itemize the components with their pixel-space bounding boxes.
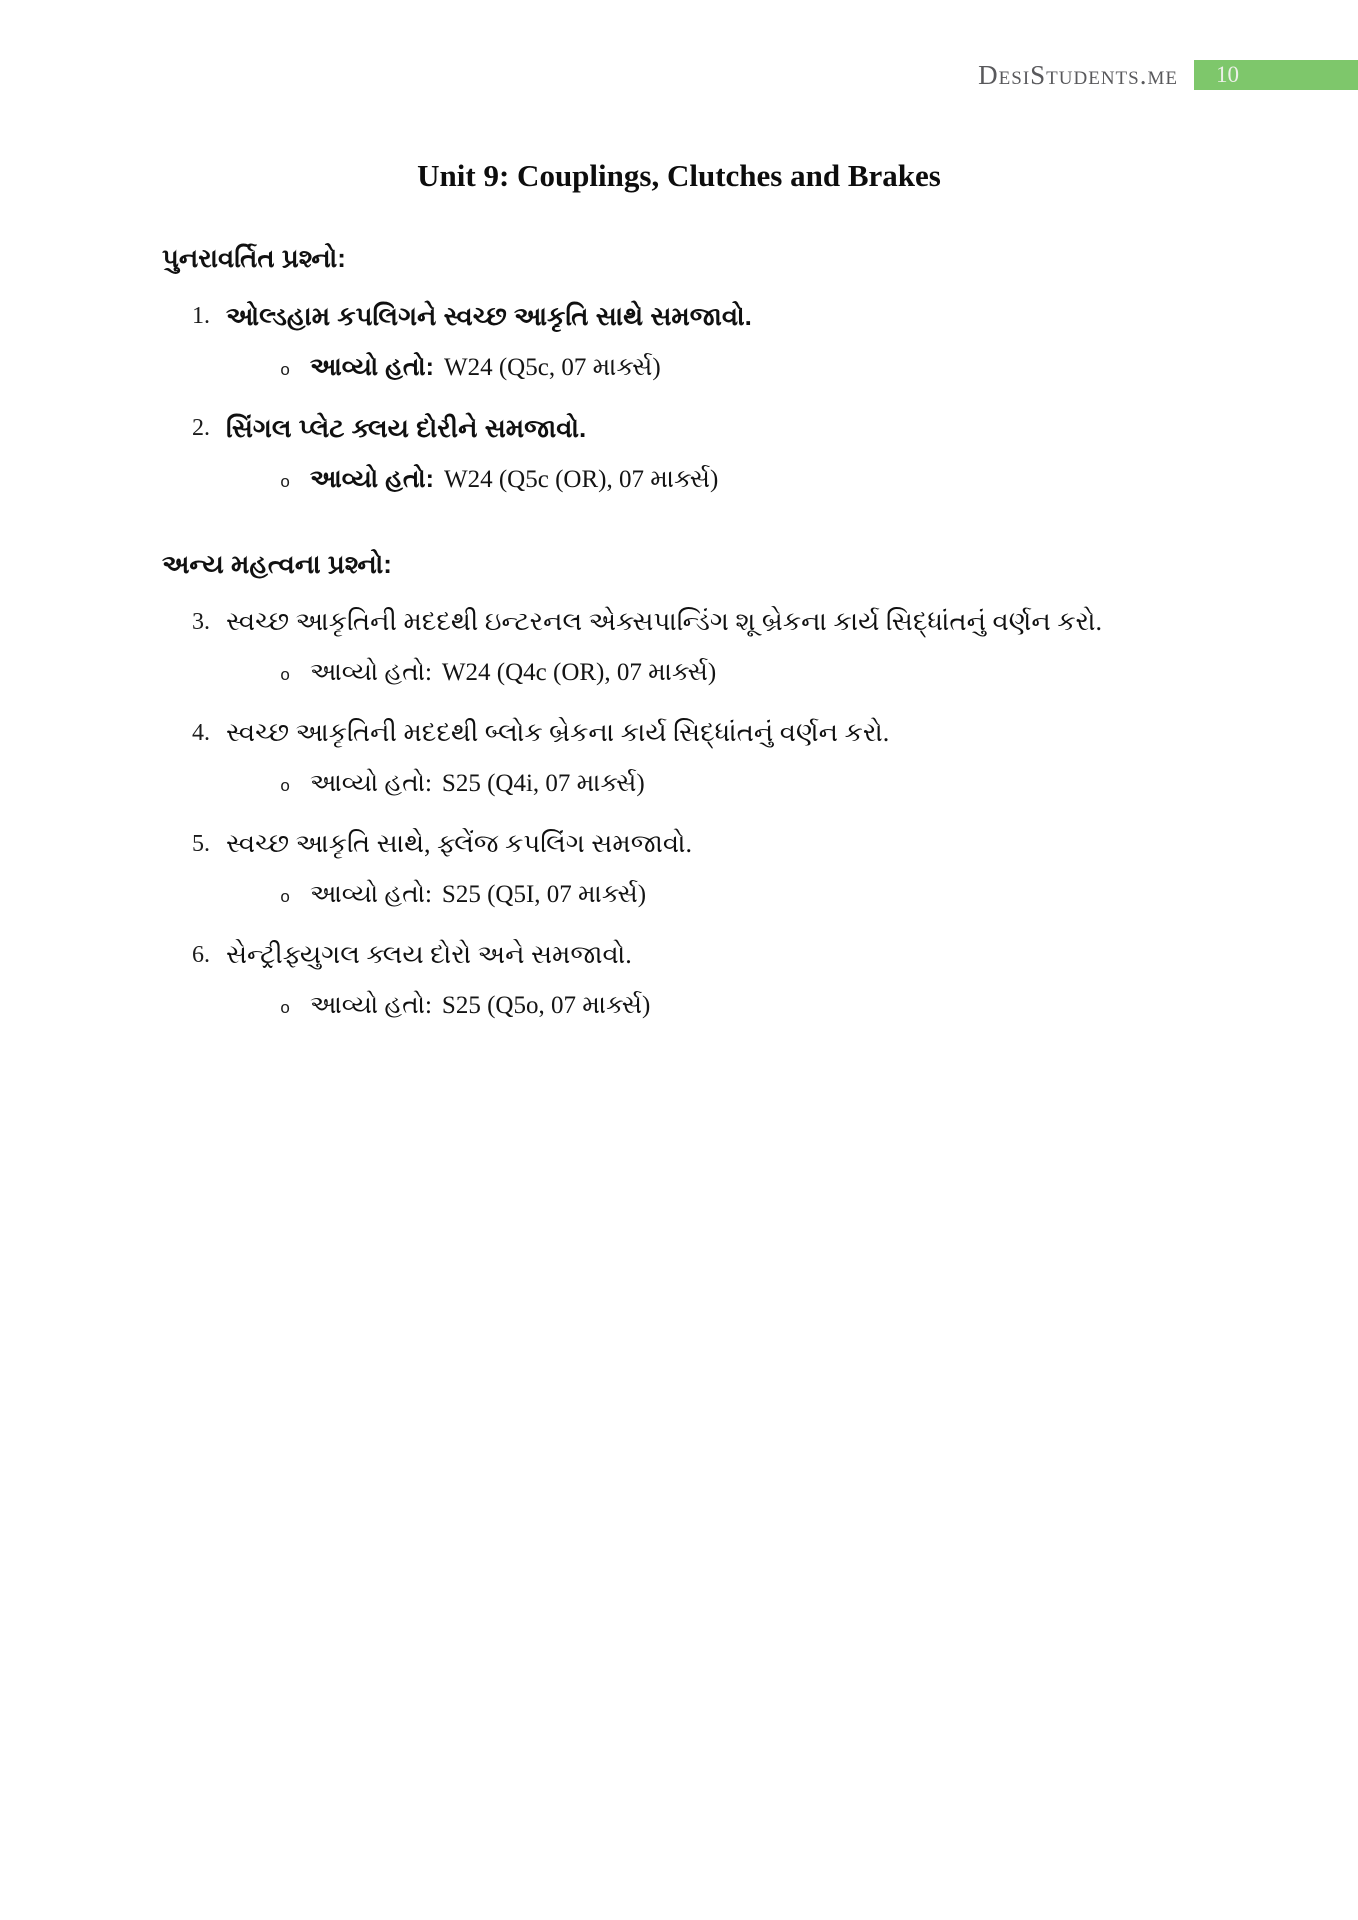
question-number: 1.	[192, 303, 210, 329]
circle-bullet: o	[280, 1000, 291, 1019]
page-header	[0, 0, 1358, 96]
question-text: સ્વચ્છ આકૃતિની મદદથી ઇન્ટરનલ એક્સપાન્ડિંગ શૂ બ્રેકના કાર્ય સિદ્ધાંતનું વર્ણન કરો.	[226, 607, 1102, 636]
question-text: સ્વચ્છ આકૃતિ સાથે, ફ્લેંજ કપલિંગ સમજાવો.	[226, 829, 693, 858]
appeared-label: આવ્યો હતો:	[310, 353, 434, 381]
appeared-value: S25 (Q4i, 07 માર્ક્સ)	[441, 770, 645, 797]
appeared-value: S25 (Q5o, 07 માર્ક્સ)	[441, 992, 651, 1019]
appeared-label: આવ્યો હતો:	[310, 881, 432, 908]
question-text: સ્વચ્છ આકૃતિની મદદથી બ્લોક બ્રેકના કાર્ય સિદ્ધાંતનું વર્ણન કરો.	[226, 718, 890, 747]
content-area	[0, 236, 1358, 1030]
question-item	[162, 600, 1198, 644]
question-text: સેન્ટ્રીફ્યુગલ ક્લય દોરો અને સમજાવો.	[226, 940, 632, 969]
question-number: 6.	[192, 942, 210, 968]
question-number: 3.	[192, 609, 210, 635]
page-title: Unit 9: Couplings, Clutches and Brakes	[417, 158, 941, 193]
appeared-value: S25 (Q5I, 07 માર્ક્સ)	[441, 881, 647, 908]
question-item	[162, 711, 1198, 755]
appeared-line	[280, 875, 1198, 919]
appeared-label: આવ્યો હતો:	[310, 659, 432, 686]
appeared-label: આવ્યો હતો:	[310, 770, 432, 797]
question-item	[162, 822, 1198, 866]
appeared-line	[280, 459, 1198, 504]
circle-bullet: o	[280, 889, 291, 908]
section-heading-repeated-questions: પુનરાવર્તિત પ્રશ્નો:	[162, 243, 346, 273]
question-item	[162, 933, 1198, 977]
appeared-value: W24 (Q5c (OR), 07 માર્ક્સ)	[444, 466, 719, 493]
appeared-value: W24 (Q5c, 07 માર્ક્સ)	[444, 354, 661, 381]
appeared-line	[280, 653, 1198, 697]
page-number: 10	[1216, 62, 1239, 87]
question-text: સિંગલ પ્લેટ ક્લય દોરીને સમજાવો.	[226, 413, 587, 443]
circle-bullet: o	[280, 474, 291, 493]
question-number: 4.	[192, 720, 210, 746]
site-name: DesiStudents.me	[978, 60, 1178, 90]
circle-bullet: o	[280, 362, 291, 381]
appeared-label: આવ્યો હતો:	[310, 465, 434, 493]
page-number-badge	[1194, 60, 1358, 90]
appeared-line	[280, 347, 1198, 392]
question-number: 2.	[192, 415, 210, 441]
circle-bullet: o	[280, 667, 291, 686]
question-item	[162, 294, 1198, 338]
appeared-label: આવ્યો હતો:	[310, 992, 432, 1019]
appeared-line	[280, 986, 1198, 1030]
section-heading-other-questions: અન્ય મહત્વના પ્રશ્નો:	[162, 549, 392, 579]
appeared-line	[280, 764, 1198, 808]
circle-bullet: o	[280, 778, 291, 797]
question-number: 5.	[192, 831, 210, 857]
question-text: ઓલ્ડહામ કપલિગને સ્વચ્છ આકૃતિ સાથે સમજાવો.	[226, 301, 752, 331]
appeared-value: W24 (Q4c (OR), 07 માર્ક્સ)	[441, 659, 717, 686]
question-item	[162, 406, 1198, 450]
